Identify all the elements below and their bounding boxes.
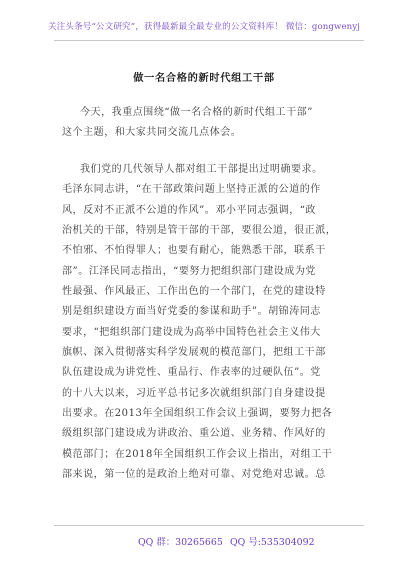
header-divider [54, 40, 364, 41]
document-title: 做一名合格的新时代组工干部 [133, 72, 275, 84]
body-line: 旗帜、深入贯彻落实科学发展观的模范部门，把组工干部 [62, 347, 326, 359]
body-line: 别是组织建设方面当好党委的参谋和助手”。胡锦涛同志 [62, 306, 321, 318]
body-paragraph [62, 160, 352, 486]
intro-line: 这个主题，和大家共同交流几点体会。 [62, 127, 242, 139]
body-line: 不怕邪、不怕得罪人；也要有耐心，能熟悉干部，联系干 [62, 245, 326, 257]
footer [0, 529, 408, 549]
body-line: 模范部门；在2018年全国组织工作会议上指出，对组工干 [62, 448, 333, 460]
body-line: 治机关的干部，特别是管干部的干部，要很公道，很正派， [62, 225, 337, 237]
body-line: 我们党的几代领导人都对组工干部提出过明确要求。 [80, 164, 323, 175]
footer-divider [54, 525, 364, 526]
footer-qq-group: QQ 群：30265665 [138, 537, 223, 548]
body-line: 性最强、作风最正、工作出色的一个部门，在党的建设特 [62, 286, 326, 298]
body-line: 部”。江泽民同志指出，“要努力把组织部门建设成为党 [62, 265, 316, 277]
body-line: 队伍建设成为讲党性、重品行、作表率的过硬队伍”。党 [62, 367, 321, 379]
footer-qq-number: QQ 号:535304092 [230, 537, 315, 548]
body-line: 的十八大以来，习近平总书记多次就组织部门自身建设提 [62, 387, 326, 399]
intro-paragraph [62, 103, 352, 144]
body-line: 风，反对不正派不公道的作风”。邓小平同志强调，“政 [62, 204, 316, 216]
body-line: 部来说，第一位的是政治上绝对可靠、对党绝对忠诚。总 [62, 469, 326, 481]
intro-line: 今天，我重点围绕“做一名合格的新时代组工干部” [80, 107, 313, 118]
body-line: 出要求。在2013年全国组织工作会议上强调，要努力把各 [62, 408, 333, 420]
body-line: 级组织部门建设成为讲政治、重公道、业务精、作风好的 [62, 428, 326, 440]
header-promo-text: 关注头条号“公文研究”，获得最新最全最专业的公文资料库！ 微信：gongwenyj [47, 22, 361, 32]
body-line: 毛泽东同志讲，“在干部政策问题上坚持正派的公道的作 [62, 184, 321, 196]
body-line: 要求，“把组织部门建设成为高举中国特色社会主义伟大 [62, 326, 321, 338]
